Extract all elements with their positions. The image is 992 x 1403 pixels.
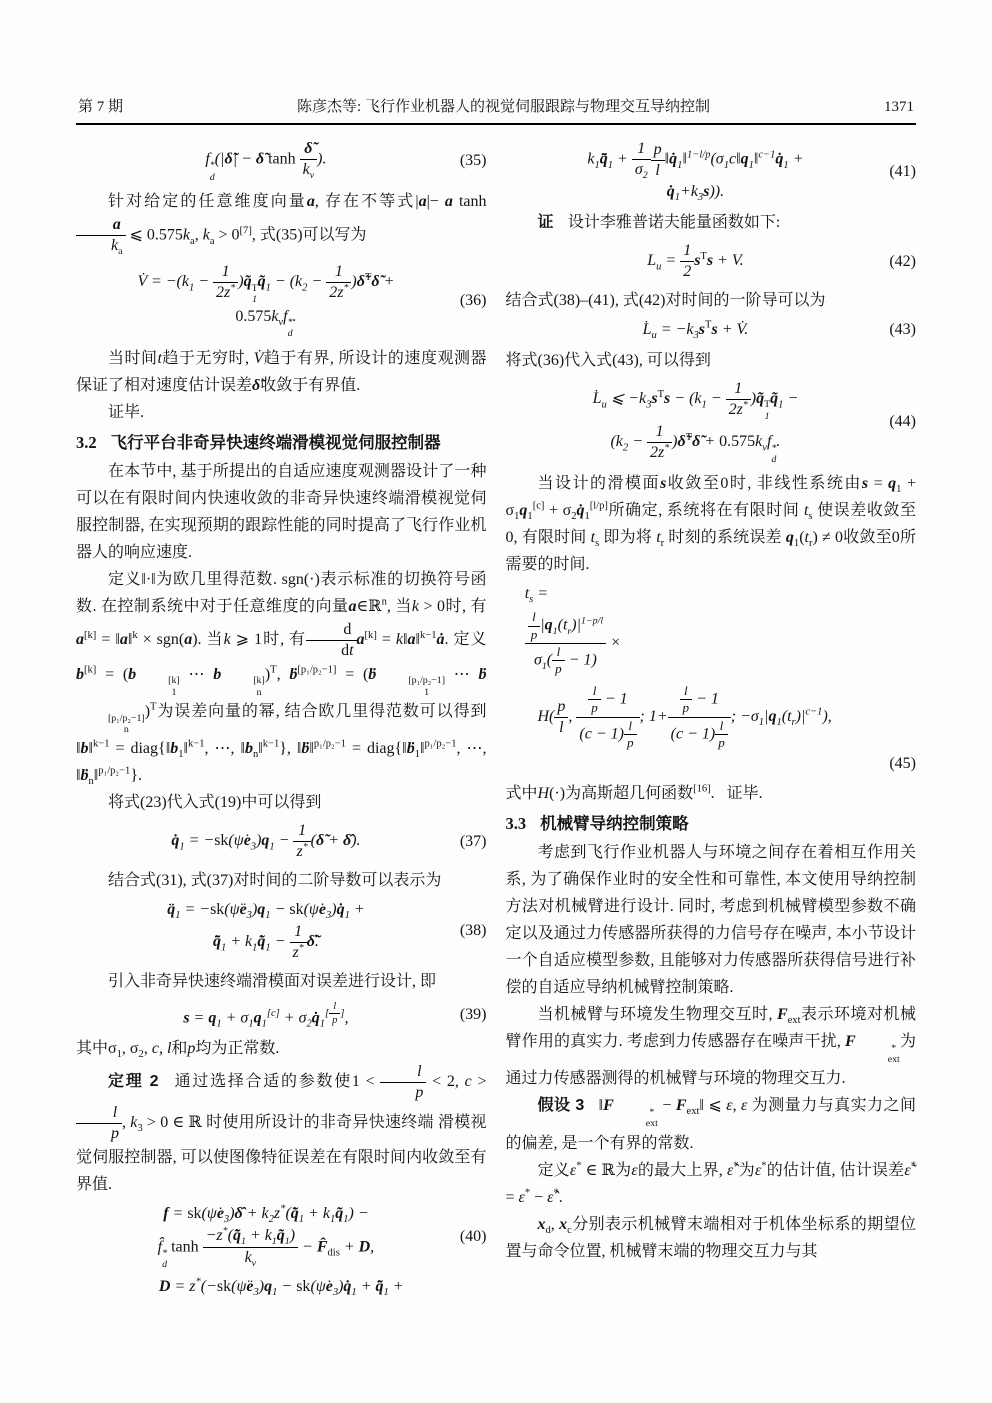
equation-number: (35) bbox=[459, 152, 487, 170]
equation-36 bbox=[76, 262, 487, 340]
paragraph: 定义‖·‖为欧几里得范数. sgn(·)表示标准的切换符号函数. 在控制系统中对于任意维度的向量a∈ℝ$^n$, 当k > 0时, 有a[k] = ‖a‖$^k$ × sgn(a). 当k ⩾ 1时, 有 $\frac{d}{dt}$ a[k] = k‖a‖$^{k-1}$ȧ. 定义b[k] = (b [k] 1 ⋯ b [k] n )$^T$, ḃ[p₁/p₂−1] = (ḃ [p₁/p₂−1] 1 ⋯ ḃ [p₁/p₂−1] n )$^T$为误差向量的幂, 结合欧几里得范数可以得到‖b‖$^{k-1}$ = $diag\{‖b_1‖^{k-1}$, ⋯, $‖b_n‖^{k-1}$}, ‖ḃ‖$^{p_1/p_2-1}$ = diag{‖ḃ$_1$‖$^{p_1/p_2-1}$, ⋯, ‖ḃ$_n$‖$^{p_1/p_2-1}$}. bbox=[76, 570, 487, 788]
paragraph: 当设计的滑模面s收敛至0时, 非线性系统由$s = q_1 + \sigma_1q_1[c]$ + $\sigma_2q̇_1[l/p]$所确定, 系统将在有限时间 $t_s$ 使误差收敛至 0, 有限时间 $t_s$ 即为将 $t_r$ 时刻的系统误差 $q_1(t_r) \ne 0$收敛至0所需要的时间. bbox=[505, 475, 916, 574]
equation-body: $k_1q̃̈_1$ + $\frac{1}{\sigma_2}$ $\frac{p}{l}$ $‖q̇_1‖^{1-l/p}(\sigma_1c‖q_1‖^{c-1}q̇_1$ + $q̇_1+k_3s$)). bbox=[587, 140, 804, 204]
left-column bbox=[76, 134, 487, 1303]
equation-44 bbox=[506, 379, 917, 466]
equation-line: $\frac{l}{p}$ $|q_1(t_r)|^{1-p/l}$ $\sigma_1$( $\frac{l}{p}$ − 1) × bbox=[506, 609, 917, 678]
paragraph: 引入非奇异快速终端滑模面对误差进行设计, 即 bbox=[108, 973, 437, 991]
section-heading-3-2 bbox=[76, 430, 487, 456]
proof-end: 证毕. bbox=[108, 403, 145, 421]
equation-number: (43) bbox=[889, 321, 916, 339]
equation-body: $L̇_u$ ⩽ $-k_3s^Ts - (k_1$ − $\frac{1}{2z^*}$ )q̃ T 1 $q̃_1$ − ($k_2$ − $\frac{1}{2z^*}$ )δ̃$^T$δ̃ + $0.575k_vf$ * d . bbox=[592, 379, 799, 466]
equation-D bbox=[76, 1276, 487, 1299]
equation-body: $q̇_1$ = $-sk(\psi̇e_3)q_1$ − $\frac{1}{z^*}$ (δ̃ + δ̂). bbox=[171, 822, 361, 861]
paragraph: 当时间t趋于无穷时, V̇趋于有界, 所设计的速度观测器保证了相对速度估计误差δ̃收敛于有界值. bbox=[76, 349, 487, 394]
equation-38 bbox=[76, 899, 487, 963]
paragraph: 式中H(·)为高斯超几何函数[16]. 证毕. bbox=[505, 783, 763, 803]
paragraph: 将式(23)代入式(19)中可以得到 bbox=[108, 794, 322, 812]
equation-number: (41) bbox=[889, 162, 916, 180]
equation-43 bbox=[506, 319, 917, 342]
equation-45 bbox=[506, 583, 917, 775]
journal-issue: 第 7 期 bbox=[78, 99, 124, 115]
equation-body: $L_u$ = $\frac{1}{2}$ $s^Ts + V$. bbox=[647, 241, 744, 280]
paragraph: 考虑到飞行作业机器人与环境之间存在着相互作用关系, 为了确保作业时的安全性和可靠性, 本文使用导纳控制方法对机械臂进行设计. 同时, 考虑到机械臂模型参数不确定以及通过力传感器所获得的力信号存在噪声, 本小节设计一个自适应模型参数, 且能够对力传感器所获得信号进行补偿的自适应导纳机械臂控制策略. bbox=[505, 844, 916, 997]
paragraph: 在本节中, 基于所提出的自适应速度观测器设计了一种可以在有限时间内快速收敛的非奇异快速终端滑模视觉伺服控制器, 在实现预期的跟踪性能的同时提高了飞行作业机器人的响应速度. bbox=[76, 462, 487, 561]
paragraph: 定义ε* ∈ ℝ为ε的最大上界, ε̂*为ε*的估计值, 估计误差ε̃* = ε* − ε̂*. bbox=[505, 1160, 916, 1206]
section-heading-3-3 bbox=[506, 811, 917, 837]
paragraph: 将式(36)代入式(43), 可以得到 bbox=[505, 351, 711, 369]
equation-number: (37) bbox=[459, 833, 487, 851]
section-number: 3.3 bbox=[505, 814, 527, 834]
equation-body: f * d (|δ̃| − δ̃ tanh $\frac{\deltã}{k_v}$ ). bbox=[205, 140, 327, 183]
equation-41 bbox=[506, 139, 917, 204]
proof-label: 证 bbox=[537, 213, 554, 231]
paragraph: 其中$\sigma_1$, $\sigma_2$, c, l和p均为正常数. bbox=[76, 1040, 280, 1061]
equation-number: (38) bbox=[459, 922, 487, 940]
equation-number: (39) bbox=[459, 1006, 487, 1024]
equation-line: $t_s$ = bbox=[524, 585, 549, 606]
right-column bbox=[506, 134, 917, 1303]
paragraph: $x_d$, $x_c$分别表示机械臂末端相对于机体坐标系的期望位置与命令位置, 机械臂末端的物理交互力与其 bbox=[505, 1215, 916, 1260]
proof-intro: 设计李雅普诺夫能量函数如下: bbox=[567, 213, 781, 231]
paragraph: 当机械臂与环境发生物理交互时, $F_{ext}$表示环境对机械臂作用的真实力. 考虑到力传感器存在噪声干扰, F * ext 为通过力传感器测得的机械臂与环境的物理交互力. bbox=[505, 1006, 916, 1088]
equation-number: (45) bbox=[889, 755, 916, 773]
theorem-2 bbox=[76, 1062, 487, 1198]
theorem-body: 通过选择合适的参数使1 < $\frac{l}{p}$ < 2, c > $\frac{l}{p}$ , $k_3 > 0$ ∈ ℝ 时使用所设计的非奇异快速终端 滑模视觉伺服控制器, 可以使图像特征误差在有限时间内收敛至有界值. bbox=[76, 1063, 487, 1194]
paragraph: 针对给定的任意维度向量a, 存在不等式|a|− a tanh $\frac{a}{k_a}$ ⩽ $0.575k_a$, $k_a > 0[7]$, 式(35)可以写为 bbox=[76, 188, 487, 257]
equation-number: (36) bbox=[459, 292, 487, 310]
section-title: 机械臂导纳控制策略 bbox=[540, 815, 689, 834]
equation-40 bbox=[76, 1203, 487, 1270]
page-header bbox=[76, 95, 916, 125]
paragraph: 结合式(31), 式(37)对时间的二阶导数可以表示为 bbox=[108, 872, 442, 890]
equation-number: (42) bbox=[889, 252, 916, 270]
two-column-body bbox=[76, 134, 916, 1303]
section-number: 3.2 bbox=[76, 432, 97, 452]
equation-37 bbox=[76, 821, 487, 862]
equation-39 bbox=[76, 1000, 487, 1030]
proof-start bbox=[506, 209, 917, 236]
assumption-3 bbox=[506, 1092, 917, 1156]
equation-line: H( $\frac{p}{l}$ , $\frac{l}{p}$ − 1 (c − 1) $\frac{l}{p}$ ; 1+ $\frac{l}{p}$ − 1 (c − 1) $\frac{l}{p}$ ; $-\sigma_1|q_1(t_r)|^{c-1}$), bbox=[537, 682, 832, 751]
equation-body: $q̈_1$ = $-sk(\psïe_3)q_1$ − $sk(\psi̇e_3)q̇_1$ + $q̃̈_1$ + $k_1q̃̇_1$ − $\frac{1}{z^*}$ δ̃̇. bbox=[167, 901, 365, 962]
equation-42 bbox=[506, 241, 917, 282]
equation-body: $f = sk(\psi̇e_3)\deltâ$ + $k_2z^*(q̃̇_1$ + $k_1q̃_1$) − f̂ * d tanh $\frac{-z^*(q̃̇_1 + k_1q̃_1)}{k_v}$ − $F̂_{dis} + D$, bbox=[157, 1203, 375, 1271]
equation-number: (44) bbox=[889, 413, 916, 431]
equation-body: $D = z^*(-sk(\psïe_3)q_1$ − $sk(\psi̇e_3)q̇_1$ + $q̃̈_1$ + bbox=[158, 1276, 404, 1298]
running-title: 陈彦杰等: 飞行作业机器人的视觉伺服跟踪与物理交互导纳控制 bbox=[297, 99, 710, 115]
page-number: 1371 bbox=[884, 99, 914, 115]
section-title: 飞行平台非奇异快速终端滑模视觉伺服控制器 bbox=[110, 433, 441, 452]
equation-body: $s = q_1 + \sigma_1q_1[c]$ + $\sigma_2q̇_1[ l p ]$, bbox=[183, 1001, 349, 1030]
assumption-body: ‖F * ext − $F_{ext}‖$ ⩽ ε, ε 为测量力与真实力之间的偏差, 是一个有界的常数. bbox=[505, 1097, 916, 1152]
equation-body: V̇ = $-(k_1$ − $\frac{1}{2z^*}$ )q̃ T 1 $q̃_1 - (k_2$ − $\frac{1}{2z^*}$ )δ̃$^T$δ̃ + $0.575k_vf$ * d . bbox=[137, 263, 395, 340]
theorem-label: 定理 2 bbox=[108, 1073, 159, 1091]
equation-body: $L̇_u = -k_3s^Ts$ + V̇. bbox=[642, 319, 749, 342]
equation-35 bbox=[76, 139, 487, 183]
equation-number: (40) bbox=[459, 1228, 487, 1246]
assumption-label: 假设 3 bbox=[537, 1097, 585, 1115]
paragraph: 结合式(38)–(41), 式(42)对时间的一阶导可以为 bbox=[505, 291, 826, 309]
